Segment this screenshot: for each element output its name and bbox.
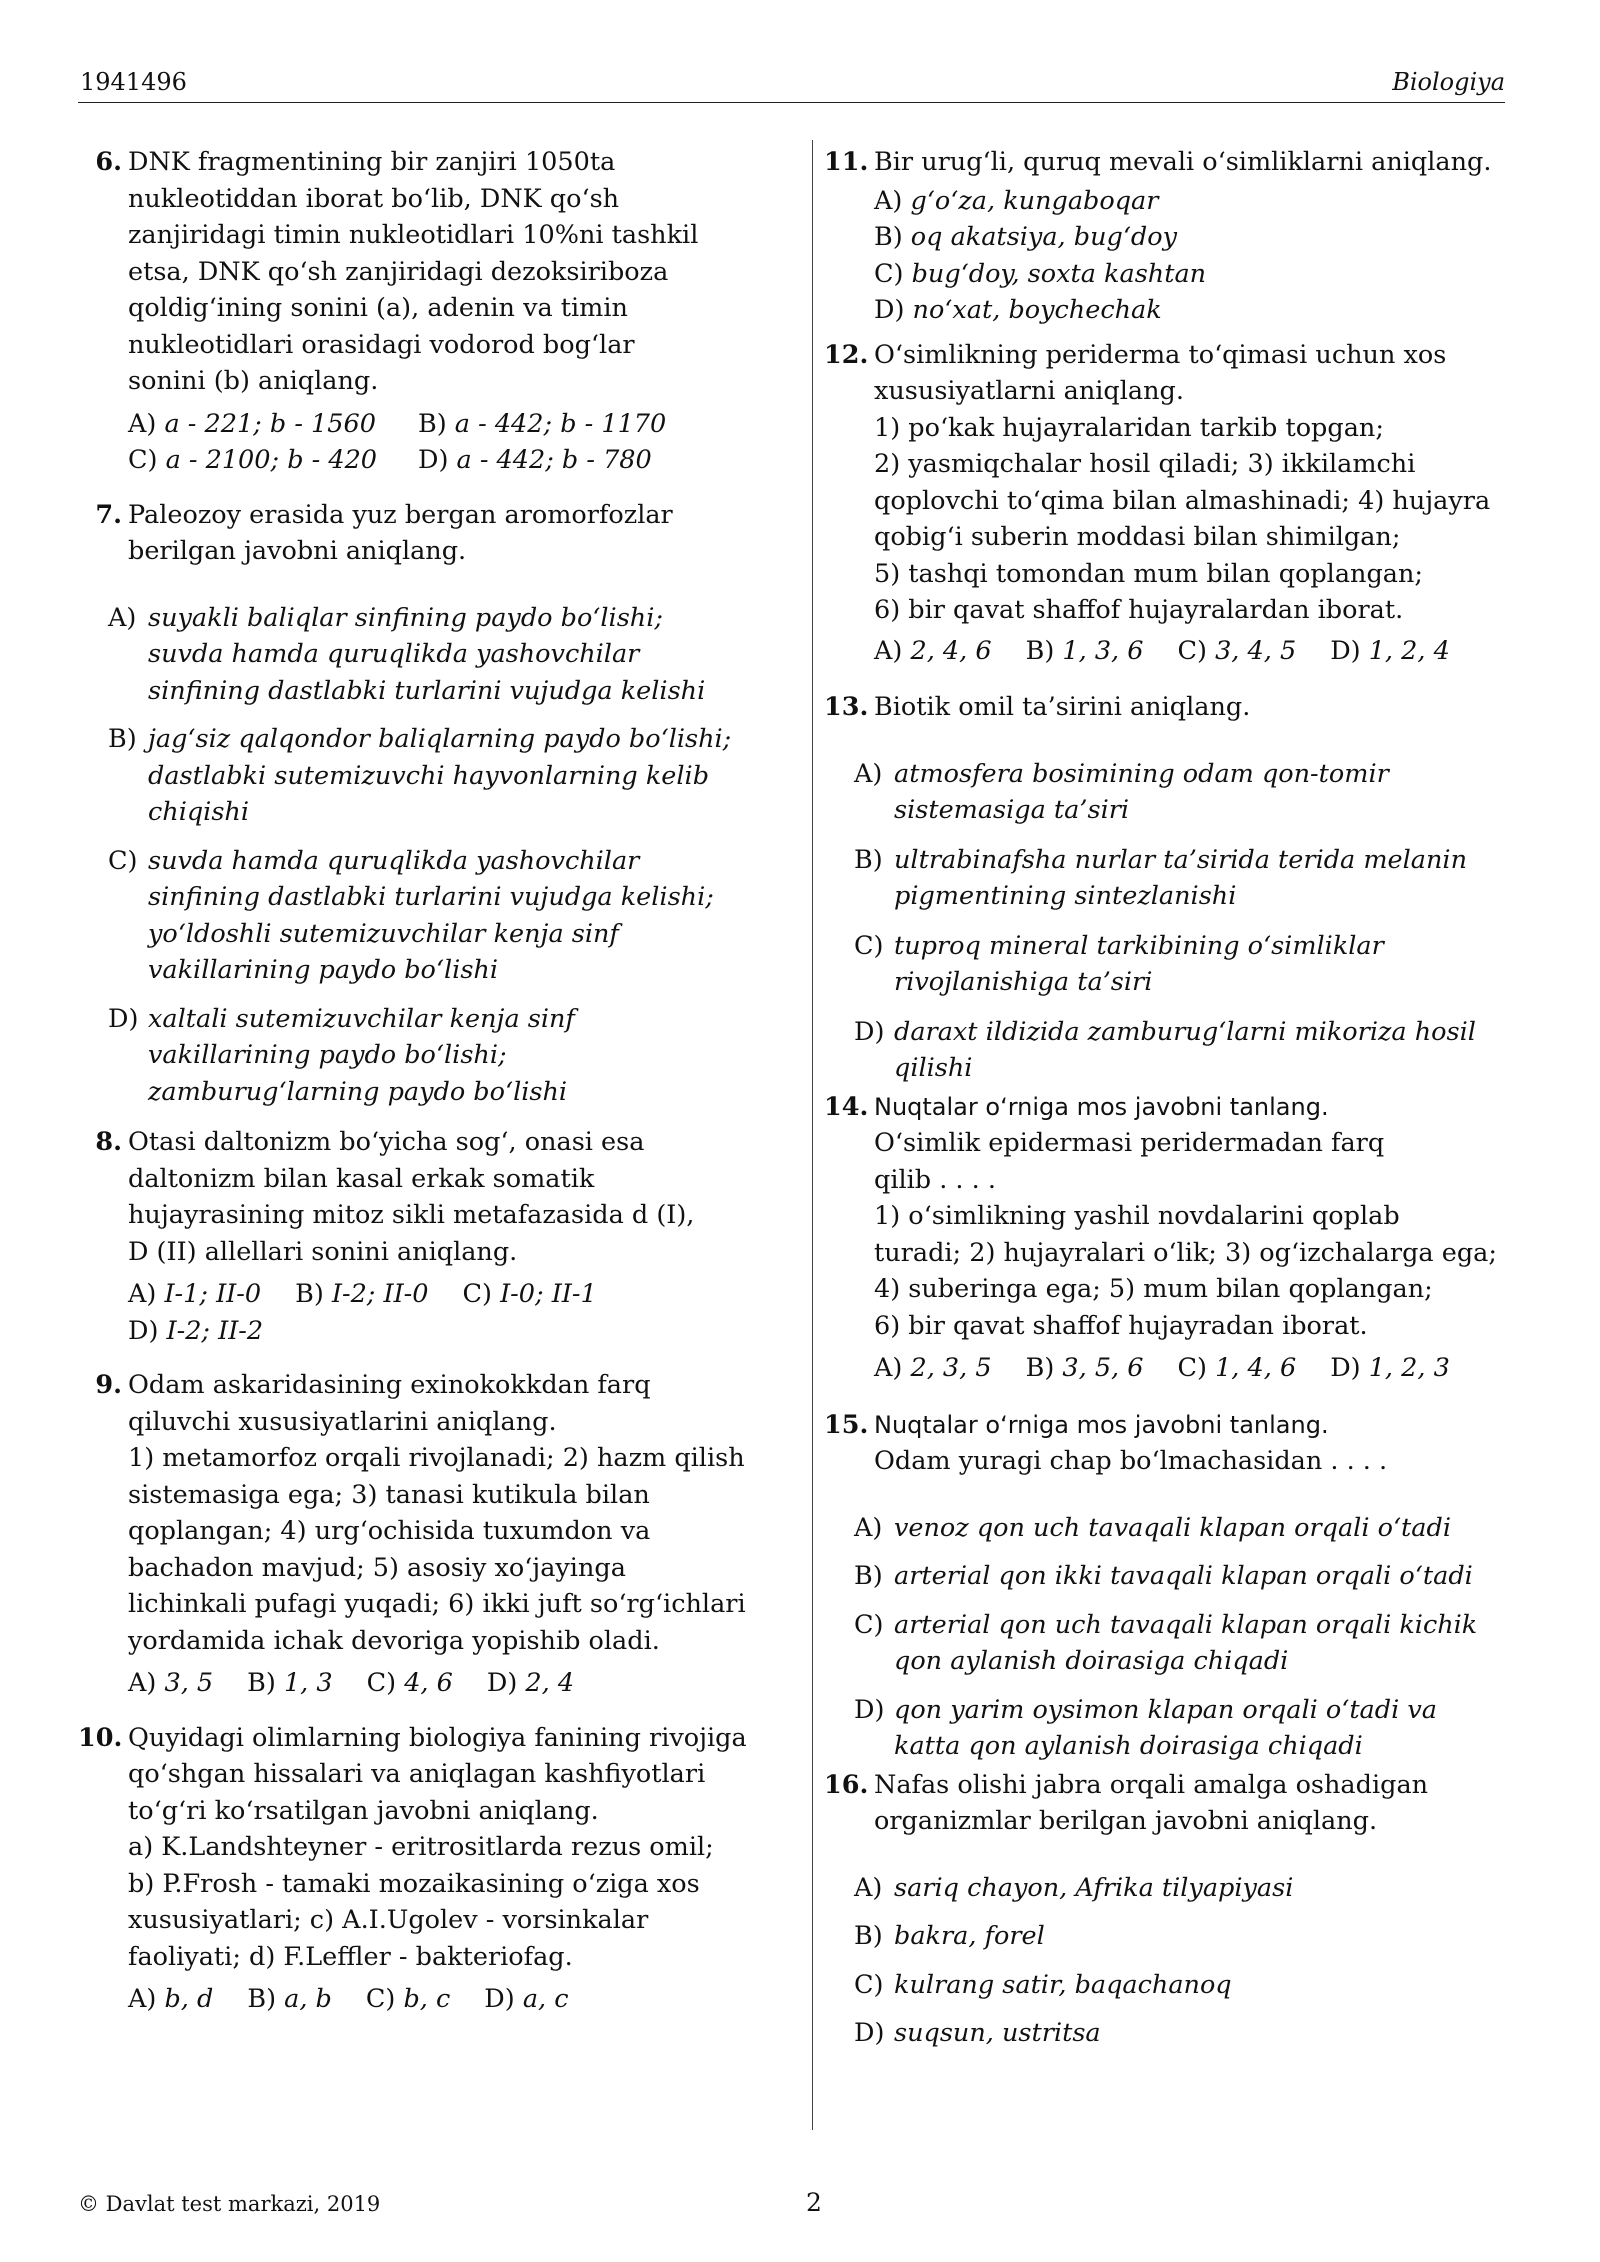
- question-text-line: Paleozoy erasida yuz bergan aromorfozlar: [128, 499, 673, 530]
- option-label: B): [874, 222, 903, 252]
- footer-copyright: © Davlat test markazi, 2019: [78, 2192, 381, 2216]
- question-text-line: bachadon mavjud; 5) asosiy xo‘jayinga: [128, 1552, 626, 1583]
- option-b[interactable]: [1026, 633, 1144, 670]
- test-id: 1941496: [80, 68, 187, 96]
- option-d[interactable]: [1330, 1350, 1450, 1387]
- answer-options: [874, 633, 1514, 670]
- option-text: 1, 3, 6: [1062, 635, 1144, 666]
- option-text: g‘o‘za, kungaboqar: [910, 185, 1159, 216]
- question-6: [78, 144, 790, 479]
- question-text-line: 1) metamorfoz orqali rivojlanadi; 2) hazm qilish: [128, 1443, 745, 1473]
- question-text-line: O‘simlikning periderma to‘qimasi uchun xos: [874, 339, 1447, 370]
- option-label: B): [418, 408, 447, 439]
- subject-title: Biologiya: [1392, 68, 1505, 96]
- option-label: B): [108, 724, 137, 754]
- question-number: 8.: [95, 1127, 122, 1157]
- option-label: A): [128, 1279, 157, 1309]
- option-text: a - 221; b - 1560: [164, 408, 376, 439]
- option-label: C): [366, 1668, 397, 1698]
- option-text: b, c: [403, 1984, 451, 2014]
- option-c[interactable]: [1178, 633, 1297, 670]
- option-text: 1, 3: [283, 1668, 333, 1698]
- question-text-line: qoplovchi to‘qima bilan almashinadi; 4) hujayra: [874, 485, 1491, 516]
- answer-options: [128, 1981, 790, 2018]
- option-text: 1, 4, 6: [1215, 1353, 1297, 1383]
- option-text: 3, 5, 6: [1062, 1353, 1144, 1383]
- option-d[interactable]: [128, 1313, 263, 1350]
- option-c[interactable]: [463, 1276, 597, 1313]
- option-label: B): [1025, 635, 1055, 666]
- option-text: sistemasiga ta’siri: [894, 795, 1130, 825]
- option-b[interactable]: [874, 219, 1514, 256]
- question-text-line: qiluvchi xususiyatlarini aniqlang.: [128, 1406, 557, 1437]
- option-text: no‘xat, boychechak: [912, 295, 1162, 325]
- column-divider: [812, 140, 813, 2130]
- option-a[interactable]: [128, 1665, 213, 1702]
- option-b[interactable]: [854, 1558, 1514, 1595]
- option-b[interactable]: [854, 1918, 1514, 1955]
- option-label: B): [295, 1279, 324, 1309]
- option-text: zamburug‘larning paydo bo‘lishi: [148, 1076, 568, 1107]
- option-text: vakillarining paydo bo‘lishi: [148, 955, 498, 985]
- question-number: 12.: [824, 339, 869, 370]
- option-text: bug‘doy, soxta kashtan: [911, 258, 1207, 289]
- question-number: 11.: [824, 147, 869, 177]
- question-15: [824, 1407, 1514, 1765]
- option-label: D): [418, 445, 449, 475]
- option-label: A): [874, 635, 903, 666]
- option-d[interactable]: [1330, 633, 1450, 670]
- option-text: atmosfera bosimining odam qon-tomir: [894, 758, 1389, 789]
- page-number: 2: [806, 2188, 822, 2217]
- option-label: B): [247, 1668, 276, 1698]
- option-label: C): [1177, 635, 1207, 666]
- option-text: xaltali sutemizuvchilar kenja sinf: [148, 1003, 575, 1034]
- question-11: [824, 144, 1514, 329]
- option-text: tuproq mineral tarkibining o‘simliklar: [894, 930, 1384, 961]
- option-text: arterial qon uch tavaqali klapan orqali kichik: [894, 1609, 1478, 1640]
- option-label: A): [874, 1353, 903, 1383]
- option-b[interactable]: [418, 406, 790, 443]
- question-text-line: turadi; 2) hujayralari o‘lik; 3) og‘izchalarga ega;: [874, 1237, 1497, 1268]
- question-text-line: Nafas olishi jabra orqali amalga oshadigan: [874, 1769, 1429, 1800]
- option-text: I-2; II-2: [166, 1315, 264, 1346]
- option-text: qilishi: [894, 1053, 973, 1083]
- question-7: [78, 497, 790, 1111]
- option-label: C): [108, 845, 138, 876]
- option-text: sinfining dastlabki turlarini vujudga kelishi: [148, 675, 706, 706]
- question-text-line: organizmlar berilgan javobni aniqlang.: [874, 1806, 1378, 1836]
- question-text-line: xususiyatlarni aniqlang.: [874, 376, 1184, 406]
- option-text: qon aylanish doirasiga chiqadi: [894, 1646, 1289, 1676]
- question-text-line: Quyidagi olimlarning biologiya fanining rivojiga: [128, 1722, 747, 1753]
- option-a[interactable]: [854, 1510, 1514, 1547]
- question-text-line: yordamida ichak devoriga yopishib oladi.: [128, 1625, 660, 1656]
- option-label: D): [854, 2018, 885, 2048]
- option-c[interactable]: [366, 1981, 450, 2018]
- option-text: I-2; II-0: [331, 1279, 429, 1309]
- option-c[interactable]: [854, 1967, 1514, 2004]
- option-label: D): [486, 1668, 518, 1698]
- question-text-line: qoldig‘ining sonini (a), adenin va timin: [128, 293, 628, 323]
- question-text-line: Otasi daltonizm bo‘yicha sog‘, onasi esa: [128, 1127, 645, 1157]
- option-text: sariq chayon, Afrika tilyapiyasi: [894, 1872, 1294, 1903]
- option-text: daraxt ildizida zamburug‘larni mikoriza hosil: [894, 1016, 1476, 1047]
- option-label: C): [854, 1969, 884, 2000]
- option-text: vakillarining paydo bo‘lishi;: [148, 1040, 507, 1070]
- question-9: [78, 1367, 790, 1702]
- option-b[interactable]: [1026, 1350, 1144, 1387]
- question-text-line: nukleotiddan iborat bo‘lib, DNK qo‘sh: [128, 183, 620, 214]
- question-text-line: b) P.Frosh - tamaki mozaikasining o‘ziga xos: [128, 1868, 700, 1899]
- option-a[interactable]: [854, 1870, 1514, 1907]
- question-text-line: Odam askaridasining exinokokkdan farq: [128, 1370, 651, 1400]
- question-number: 10.: [78, 1722, 123, 1753]
- option-d[interactable]: [418, 442, 790, 479]
- left-column: [78, 144, 790, 2018]
- option-text: katta qon aylanish doirasiga chiqadi: [894, 1731, 1363, 1761]
- option-label: D): [854, 1694, 885, 1725]
- answer-options: [128, 406, 790, 479]
- question-number: 15.: [824, 1409, 869, 1440]
- question-number: 13.: [824, 692, 869, 722]
- question-13: [824, 689, 1514, 1087]
- option-a[interactable]: [108, 600, 790, 710]
- option-text: kulrang satir, baqachanoq: [894, 1969, 1232, 2000]
- question-text-line: nukleotidlari orasidagi vodorod bog‘lar: [128, 329, 635, 360]
- option-a[interactable]: [128, 1981, 213, 2018]
- question-text-line: qilib . . . .: [874, 1164, 996, 1195]
- option-label: C): [874, 258, 904, 289]
- question-text-line: Odam yuragi chap bo‘lmachasidan . . . .: [874, 1446, 1388, 1476]
- option-d[interactable]: [854, 2015, 1514, 2052]
- question-text-line: sonini (b) aniqlang.: [128, 366, 379, 396]
- question-instruction: Nuqtalar o‘rniga mos javobni tanlang.: [874, 1410, 1329, 1439]
- option-label: D): [128, 1315, 159, 1346]
- question-text-line: faoliyati; d) F.Leffler - bakteriofag.: [128, 1941, 573, 1972]
- option-text: a - 442; b - 1170: [454, 408, 667, 439]
- question-text-line: a) K.Landshteyner - eritrositlarda rezus omil;: [128, 1832, 714, 1862]
- option-label: D): [108, 1003, 139, 1034]
- option-text: qon yarim oysimon klapan orqali o‘tadi va: [894, 1694, 1437, 1725]
- question-text-line: D (II) allellari sonini aniqlang.: [128, 1236, 518, 1267]
- question-text-line: 6) bir qavat shaffof hujayradan iborat.: [874, 1310, 1368, 1341]
- option-label: B): [854, 844, 883, 875]
- option-a[interactable]: [128, 1276, 261, 1313]
- question-number: 7.: [95, 499, 122, 530]
- option-c[interactable]: [128, 442, 418, 479]
- option-label: D): [1330, 635, 1361, 666]
- option-text: ultrabinafsha nurlar ta’sirida terida melanin: [894, 844, 1467, 875]
- option-b[interactable]: [247, 1665, 332, 1702]
- option-text: 3, 5: [164, 1668, 214, 1698]
- question-instruction: Nuqtalar o‘rniga mos javobni tanlang.: [874, 1092, 1329, 1121]
- option-d[interactable]: [874, 292, 1514, 329]
- question-text-line: lichinkali pufagi yuqadi; 6) ikki juft so‘rg‘ichlari: [128, 1589, 746, 1619]
- option-text: rivojlanishiga ta’siri: [894, 967, 1153, 997]
- option-label: A): [854, 1872, 883, 1903]
- option-label: A): [108, 602, 137, 633]
- option-label: C): [1177, 1353, 1207, 1383]
- question-text-line: etsa, DNK qo‘sh zanjiridagi dezoksiriboza: [128, 256, 669, 287]
- option-text: chiqishi: [148, 797, 250, 827]
- question-number: 16.: [824, 1769, 869, 1800]
- option-text: suqsun, ustritsa: [894, 2018, 1101, 2048]
- option-b[interactable]: [247, 1981, 332, 2018]
- question-text-line: berilgan javobni aniqlang.: [128, 536, 467, 566]
- option-label: C): [462, 1279, 492, 1309]
- question-text-line: daltonizm bilan kasal erkak somatik: [128, 1163, 595, 1194]
- question-text-line: to‘g‘ri ko‘rsatilgan javobni aniqlang.: [128, 1795, 599, 1826]
- option-a[interactable]: [874, 1350, 992, 1387]
- question-text-line: 4) suberinga ega; 5) mum bilan qoplangan;: [874, 1274, 1433, 1304]
- option-b[interactable]: [295, 1276, 428, 1313]
- question-number: 6.: [95, 147, 122, 177]
- right-column: [824, 144, 1514, 2052]
- question-text-line: sistemasiga ega; 3) tanasi kutikula bilan: [128, 1479, 650, 1510]
- option-text: suvda hamda quruqlikda yashovchilar: [148, 845, 640, 876]
- option-d[interactable]: [108, 1001, 790, 1111]
- option-label: A): [854, 1512, 883, 1543]
- option-label: A): [128, 1668, 157, 1698]
- option-text: jag‘siz qalqondor baliqlarning paydo bo‘lishi;: [148, 724, 732, 754]
- option-text: bakra, forel: [894, 1921, 1045, 1951]
- option-label: D): [854, 1016, 885, 1047]
- option-d[interactable]: [487, 1665, 574, 1702]
- option-text: 1, 2, 4: [1368, 635, 1450, 666]
- option-b[interactable]: [108, 721, 790, 831]
- option-label: C): [854, 930, 884, 961]
- option-text: suvda hamda quruqlikda yashovchilar: [148, 639, 640, 669]
- question-8: [78, 1124, 790, 1349]
- question-text-line: 6) bir qavat shaffof hujayralardan iborat.: [874, 595, 1404, 625]
- option-text: 2, 4, 6: [910, 635, 992, 666]
- option-label: B): [247, 1984, 277, 2014]
- option-label: D): [484, 1984, 515, 2014]
- question-text-line: O‘simlik epidermasi peridermadan farq: [874, 1128, 1385, 1158]
- page-header: [78, 66, 1505, 103]
- option-label: B): [1025, 1353, 1055, 1383]
- option-label: A): [854, 758, 883, 789]
- option-a[interactable]: [854, 756, 1514, 829]
- option-label: C): [365, 1984, 396, 2014]
- answer-options: [874, 183, 1514, 329]
- option-text: dastlabki sutemizuvchi hayvonlarning kelib: [148, 760, 710, 791]
- option-text: yo‘ldoshli sutemizuvchilar kenja sinf: [148, 918, 619, 949]
- option-text: arterial qon ikki tavaqali klapan orqali o‘tadi: [894, 1561, 1473, 1591]
- option-text: venoz qon uch tavaqali klapan orqali o‘tadi: [894, 1512, 1451, 1543]
- option-text: 4, 6: [404, 1668, 453, 1698]
- option-text: I-0; II-1: [500, 1279, 597, 1309]
- option-label: A): [874, 185, 903, 216]
- option-a[interactable]: [128, 406, 418, 443]
- answer-options: [128, 1313, 790, 1350]
- question-16: [824, 1767, 1514, 2052]
- question-number: 14.: [824, 1091, 869, 1122]
- option-text: b, d: [164, 1984, 214, 2014]
- option-c[interactable]: [854, 928, 1514, 1001]
- option-label: D): [1330, 1353, 1361, 1383]
- option-d[interactable]: [484, 1981, 568, 2018]
- option-text: a - 2100; b - 420: [165, 445, 378, 475]
- option-c[interactable]: [1178, 1350, 1297, 1387]
- question-text-line: qo‘shgan hissalari va aniqlagan kashfiyotlari: [128, 1759, 706, 1789]
- question-text-line: xususiyatlari; c) A.I.Ugolev - vorsinkalar: [128, 1905, 649, 1935]
- option-text: 1, 2, 3: [1368, 1353, 1450, 1383]
- question-text-line: 5) tashqi tomondan mum bilan qoplangan;: [874, 558, 1424, 589]
- question-text-line: Bir urug‘li, quruq mevali o‘simliklarni aniqlang.: [874, 147, 1492, 177]
- answer-options: [874, 1350, 1514, 1387]
- option-label: A): [128, 1984, 157, 2014]
- question-14: [824, 1089, 1514, 1387]
- option-text: suyakli baliqlar sinfining paydo bo‘lishi;: [148, 602, 663, 633]
- question-10: [78, 1720, 790, 2018]
- option-text: I-1; II-0: [164, 1279, 262, 1309]
- answer-options: [128, 1665, 790, 1702]
- option-c[interactable]: [874, 256, 1514, 293]
- question-number: 9.: [95, 1370, 122, 1400]
- question-text-line: hujayrasining mitoz sikli metafazasida d (I),: [128, 1200, 695, 1230]
- option-label: B): [854, 1561, 883, 1591]
- option-c[interactable]: [854, 1607, 1514, 1680]
- option-text: 3, 4, 5: [1215, 635, 1297, 666]
- option-text: oq akatsiya, bug‘doy: [910, 222, 1178, 252]
- question-text-line: DNK fragmentining bir zanjiri 1050ta: [128, 147, 616, 177]
- option-label: C): [128, 445, 158, 475]
- question-text-line: 2) yasmiqchalar hosil qiladi; 3) ikkilamchi: [874, 449, 1416, 479]
- option-text: a, b: [284, 1984, 332, 2014]
- option-label: A): [128, 408, 157, 439]
- option-text: pigmentining sintezlanishi: [894, 881, 1237, 911]
- question-text-line: zanjiridagi timin nukleotidlari 10%ni tashkil: [128, 220, 699, 250]
- option-b[interactable]: [854, 842, 1514, 915]
- option-a[interactable]: [874, 183, 1514, 220]
- question-text-line: qoplangan; 4) urg‘ochisida tuxumdon va: [128, 1516, 651, 1546]
- option-d[interactable]: [854, 1014, 1514, 1087]
- option-text: a, c: [522, 1984, 569, 2014]
- option-a[interactable]: [874, 633, 992, 670]
- question-text-line: 1) po‘kak hujayralaridan tarkib topgan;: [874, 412, 1384, 443]
- option-text: sinfining dastlabki turlarini vujudga kelishi;: [148, 882, 714, 912]
- answer-options: [128, 1276, 790, 1313]
- option-c[interactable]: [108, 843, 790, 989]
- option-text: a - 442; b - 780: [456, 445, 652, 475]
- option-label: D): [874, 295, 905, 325]
- option-label: C): [854, 1609, 884, 1640]
- option-label: B): [854, 1921, 883, 1951]
- question-text-line: 1) o‘simlikning yashil novdalarini qoplab: [874, 1201, 1400, 1231]
- question-text-line: qobig‘i suberin moddasi bilan shimilgan;: [874, 522, 1401, 552]
- option-c[interactable]: [367, 1665, 453, 1702]
- option-text: 2, 4: [525, 1668, 575, 1698]
- question-text-line: Biotik omil ta’sirini aniqlang.: [874, 692, 1251, 722]
- option-d[interactable]: [854, 1692, 1514, 1765]
- question-12: [824, 337, 1514, 670]
- option-text: 2, 3, 5: [910, 1353, 992, 1383]
